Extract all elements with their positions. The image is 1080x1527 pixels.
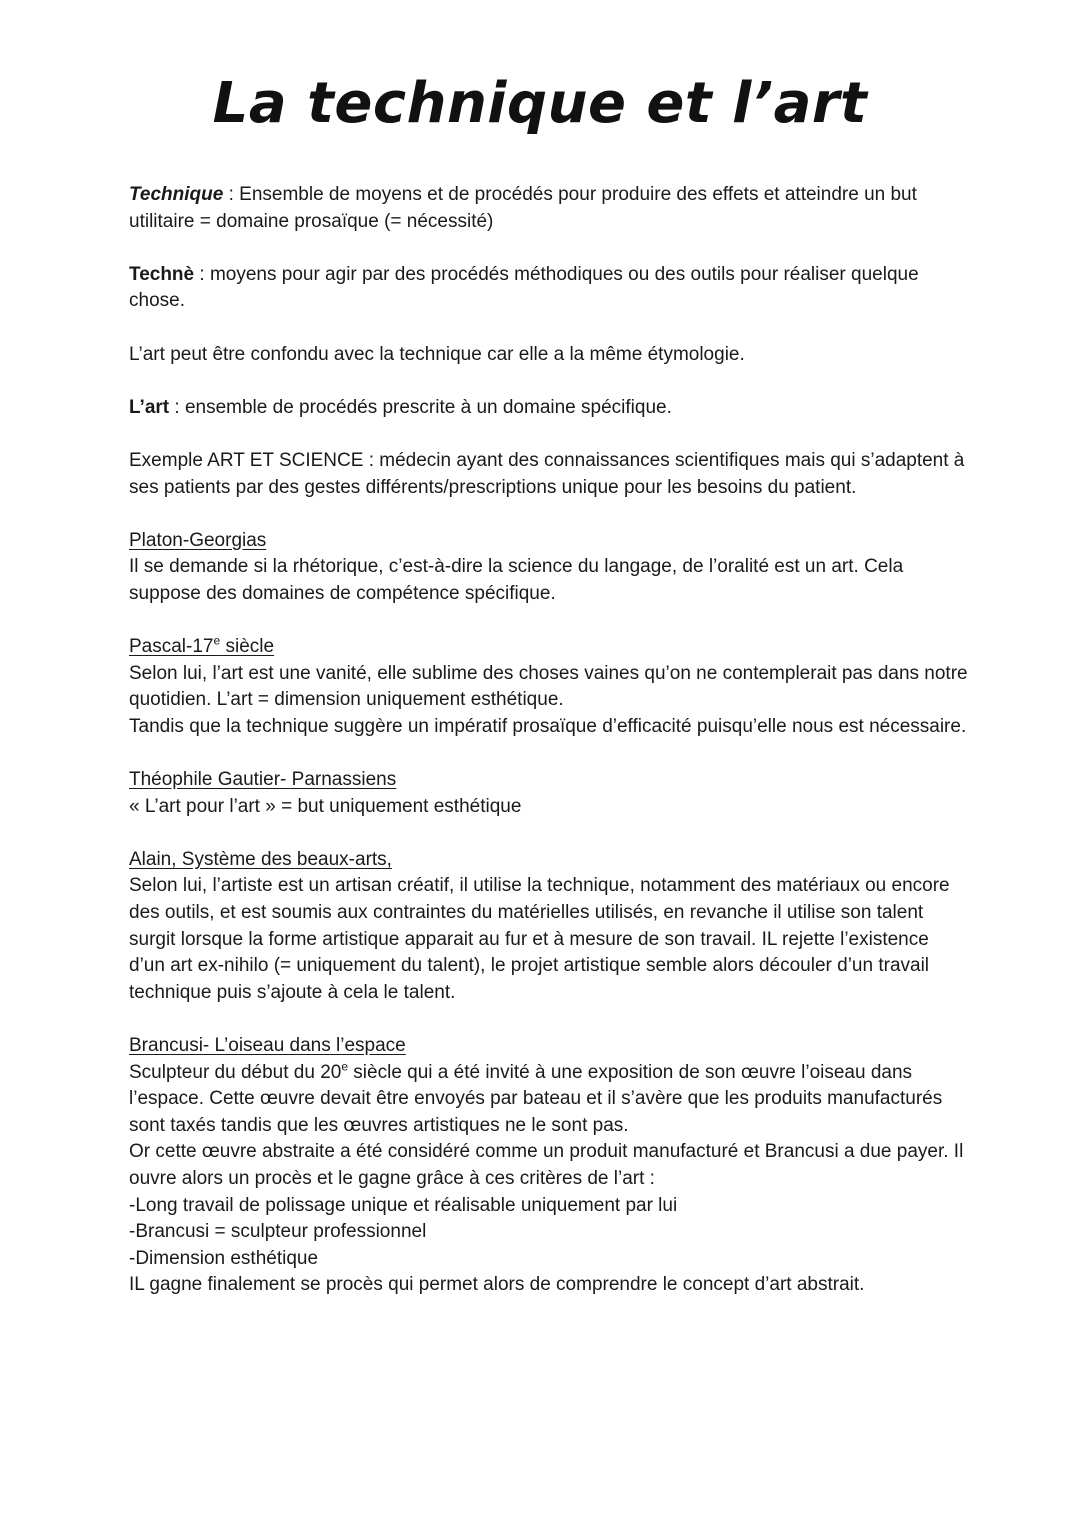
art-term: L’art	[129, 396, 170, 418]
pascal-text-1: Selon lui, l’art est une vanité, elle sublime des choses vaines qu’on ne contemplerait pas dans notre quotidien. L’art = dimension uniquement esthétique.	[129, 662, 968, 711]
techne-definition	[129, 262, 969, 315]
pascal-heading	[129, 634, 969, 661]
brancusi-heading-text: Brancusi- L’oiseau dans l’espace	[129, 1035, 406, 1056]
document-body	[129, 182, 969, 1299]
pascal-heading-pre: Pascal-17	[129, 636, 214, 658]
art-definition	[129, 395, 969, 422]
techne-term: Technè	[129, 263, 195, 285]
brancusi-text-1-pre: Sculpteur du début du 20	[129, 1061, 342, 1083]
platon-text: Il se demande si la rhétorique, c’est-à-dire la science du langage, de l’oralité est un art. Cela suppose des domaines de compétence spécifique.	[129, 556, 904, 604]
technique-definition	[129, 182, 969, 235]
gautier-heading	[129, 767, 969, 794]
gautier-text: « L’art pour l’art » = but uniquement esthétique	[129, 795, 522, 817]
technique-term: Technique	[129, 184, 224, 205]
alain-text: Selon lui, l’artiste est un artisan créatif, il utilise la technique, notamment des matériaux ou encore des outils, et est soumis aux contraintes du matérielles utilisés, en revanche il utilise son talent surgit lorsque la forme artistique apparait au fur et à mesure de son travail. IL rejette l’existence d’un art ex-nihilo (= uniquement du talent), le projet artistique semble alors découler d’un travail technique puis s’ajoute à cela le talent.	[129, 875, 950, 1003]
alain-heading	[129, 847, 969, 874]
brancusi-criterion: -Long travail de polissage unique et réalisable uniquement par lui	[129, 1194, 678, 1216]
brancusi-text-1-sup: e	[341, 1059, 349, 1074]
brancusi-text-1-post: siècle qui a été invité à une exposition de son œuvre l’oiseau dans l’espace. Cette œuvre devait être envoyés par bateau et il s’avère que les produits manufacturés sont taxés tandis que les œuvres artistiques ne le sont pas.	[129, 1061, 943, 1136]
example-paragraph: Exemple ART ET SCIENCE : médecin ayant des connaissances scientifiques mais qui s’adaptent à ses patients par des gestes différents/prescriptions unique pour les besoins du patient.	[129, 449, 965, 498]
brancusi-text-2: Or cette œuvre abstraite a été considéré comme un produit manufacturé et Brancusi a due payer. Il ouvre alors un procès et le gagne grâce à ces critères de l’art :	[129, 1141, 964, 1189]
brancusi-conclusion: IL gagne finalement se procès qui permet alors de comprendre le concept d’art abstrait.	[129, 1274, 865, 1296]
brancusi-criterion: -Brancusi = sculpteur professionnel	[129, 1221, 427, 1243]
pascal-heading-sup: e	[213, 633, 221, 648]
pascal-heading-post: siècle	[220, 636, 275, 658]
confusion-paragraph: L’art peut être confondu avec la technique car elle a la même étymologie.	[129, 343, 745, 365]
brancusi-text-1	[129, 1060, 969, 1140]
techne-text: : moyens pour agir par des procédés méthodiques ou des outils pour réaliser quelque chose.	[129, 263, 919, 312]
brancusi-criterion: -Dimension esthétique	[129, 1247, 319, 1269]
technique-text: : Ensemble de moyens et de procédés pour produire des effets et atteindre un but utilitaire = domaine prosaïque (= nécessité)	[129, 184, 917, 232]
brancusi-heading	[129, 1033, 969, 1060]
pascal-text-2: Tandis que la technique suggère un impératif prosaïque d’efficacité puisqu’elle nous est nécessaire.	[129, 715, 967, 737]
platon-heading-text: Platon-Georgias	[129, 529, 267, 551]
platon-heading	[129, 528, 969, 555]
pascal-heading-text	[129, 633, 275, 658]
page-title: La technique et l’art	[212, 71, 868, 136]
art-text: : ensemble de procédés prescrite à un domaine spécifique.	[169, 396, 672, 418]
alain-heading-text: Alain, Système des beaux-arts,	[129, 848, 392, 870]
gautier-heading-text: Théophile Gautier- Parnassiens	[129, 769, 397, 791]
